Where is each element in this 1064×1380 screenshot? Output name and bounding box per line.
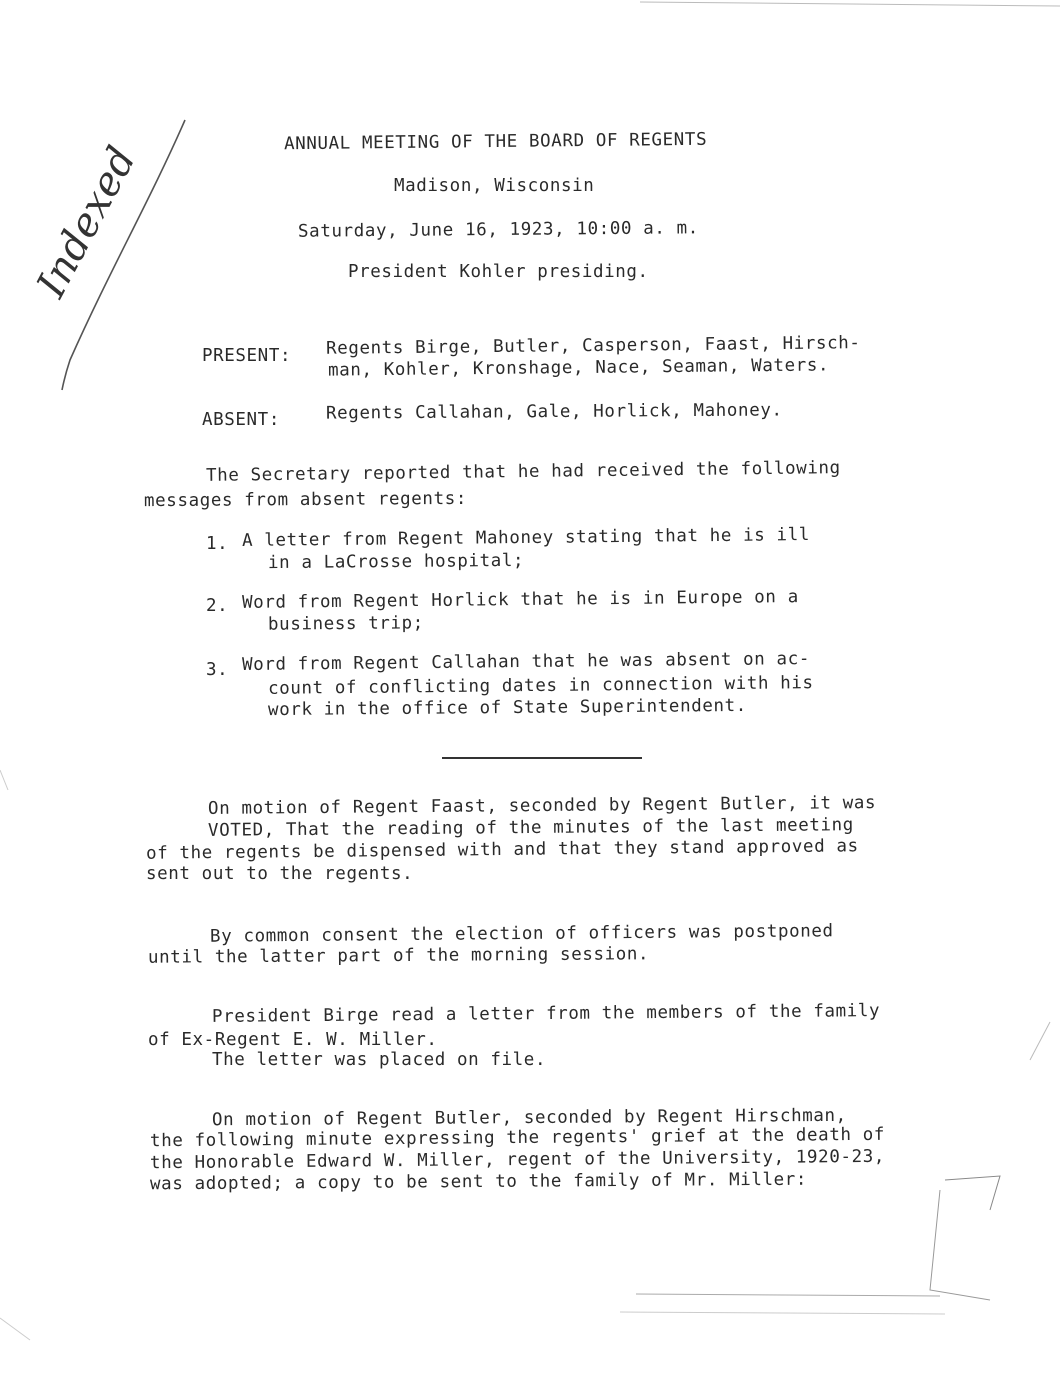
- letter-line-3: The letter was placed on file.: [212, 1050, 547, 1070]
- indexed-handwritten-stamp: [0, 0, 220, 400]
- minutes-motion-line-4: sent out to the regents.: [146, 864, 414, 884]
- minutes-motion-line-3: of the regents be dispensed with and that they stand approved as: [145, 836, 859, 864]
- secretary-report-line-1: The Secretary reported that he had received the following: [205, 458, 841, 486]
- message-3-line-1: Word from Regent Callahan that he was absent on ac-: [241, 649, 811, 675]
- secretary-report-line-2: messages from absent regents:: [143, 488, 468, 512]
- section-divider: [442, 757, 642, 759]
- grief-motion-line-3: the Honorable Edward W. Miller, regent of the University, 1920-23,: [149, 1146, 886, 1174]
- message-1-line-1: A letter from Regent Mahoney stating that he is ill: [241, 525, 811, 551]
- present-label: PRESENT:: [202, 346, 292, 366]
- letter-line-2: of Ex-Regent E. W. Miller.: [148, 1030, 438, 1050]
- grief-motion-line-4: was adopted; a copy to be sent to the family of Mr. Miller:: [149, 1169, 808, 1195]
- grief-motion-line-1: On motion of Regent Butler, seconded by Regent Hirschman,: [211, 1105, 847, 1131]
- absent-label: ABSENT:: [202, 410, 280, 430]
- message-2-line-1: Word from Regent Horlick that he is in Europe on a: [241, 587, 799, 613]
- message-2-number: 2.: [206, 596, 229, 616]
- meeting-location: Madison, Wisconsin: [394, 176, 595, 196]
- message-3-line-2: count of conflicting dates in connection with his: [267, 673, 814, 699]
- election-line-2: until the latter part of the morning session.: [147, 944, 650, 968]
- minutes-motion-line-1: On motion of Regent Faast, seconded by Regent Butler, it was: [207, 793, 877, 819]
- message-3-line-3: work in the office of State Superintendent.: [267, 695, 747, 721]
- present-list-line-1: Regents Birge, Butler, Casperson, Faast, Hirsch-: [325, 333, 861, 359]
- letter-line-1: President Birge read a letter from the members of the family: [211, 1001, 881, 1027]
- absent-list: Regents Callahan, Gale, Horlick, Mahoney.: [325, 400, 783, 424]
- message-2-line-2: business trip;: [267, 613, 424, 635]
- minutes-motion-line-2: VOTED, That the reading of the minutes of the last meeting: [207, 815, 854, 841]
- meeting-presiding: President Kohler presiding.: [348, 262, 649, 282]
- meeting-date-time: Saturday, June 16, 1923, 10:00 a. m.: [297, 218, 699, 242]
- document-title: ANNUAL MEETING OF THE BOARD OF REGENTS: [283, 129, 708, 155]
- message-3-number: 3.: [206, 660, 229, 680]
- message-1-line-2: in a LaCrosse hospital;: [267, 550, 525, 574]
- indexed-stamp-text: Indexed: [28, 139, 146, 305]
- election-line-1: By common consent the election of officers was postponed: [209, 921, 834, 947]
- grief-motion-line-2: the following minute expressing the regents' grief at the death of: [149, 1124, 886, 1152]
- present-list-line-2: man, Kohler, Kronshage, Nace, Seaman, Waters.: [327, 355, 830, 381]
- message-1-number: 1.: [206, 534, 229, 554]
